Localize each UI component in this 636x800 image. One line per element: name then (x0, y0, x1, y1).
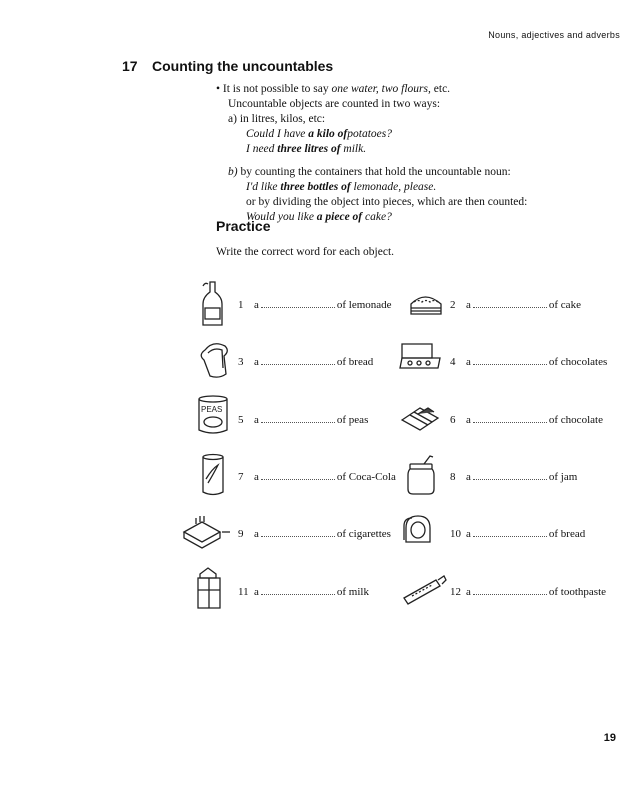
answer-blank-10[interactable] (473, 527, 547, 537)
exercise-item-3: 3 a of bread (238, 356, 374, 368)
unit-heading (122, 58, 333, 74)
answer-blank-11[interactable] (261, 585, 335, 595)
exercise-item-12: 12 a of toothpaste (450, 586, 607, 598)
exercise-item-1: 1 a of lemonade (238, 299, 392, 311)
exercise-item-9: 9 a of cigarettes (238, 528, 391, 540)
exercise-item-8: 8 a of jam (450, 471, 578, 483)
answer-blank-12[interactable] (473, 585, 547, 595)
answer-blank-1[interactable] (261, 298, 335, 308)
answer-blank-5[interactable] (261, 413, 335, 423)
rule-a: a) in litres, kilos, etc: (228, 113, 326, 125)
exercise-item-2: 2 a of cake (450, 299, 581, 311)
bread-slice-icon (198, 340, 232, 380)
jam-jar-icon (404, 454, 438, 496)
exercise-item-4: 4 a of chocolates (450, 356, 608, 368)
rule-a-example-2: I need three litres of milk. (246, 143, 367, 155)
page-number: 19 (603, 732, 616, 744)
exercise-item-6: 6 a of chocolate (450, 414, 603, 426)
answer-blank-4[interactable] (473, 355, 547, 365)
rule-b-line-2: or by dividing the object into pieces, which are then counted: (246, 196, 528, 208)
practice-instruction: Write the correct word for each object. (216, 246, 395, 258)
cola-can-icon (200, 453, 226, 497)
cigarette-packet-icon (180, 514, 232, 550)
rule-b-example-1: I'd like three bottles of lemonade, please. (246, 181, 437, 193)
answer-blank-7[interactable] (261, 470, 335, 480)
answer-blank-2[interactable] (473, 298, 547, 308)
running-header: Nouns, adjectives and adverbs (488, 30, 620, 40)
answer-blank-8[interactable] (473, 470, 547, 480)
bread-loaf-icon (398, 512, 438, 548)
unit-title: Counting the uncountables (152, 58, 334, 74)
cake-slice-icon (408, 292, 444, 322)
exercise-item-10: 10 a of bread (450, 528, 586, 540)
bottle-icon (200, 280, 226, 328)
explanation-block (216, 82, 576, 225)
exercise-item-11: 11 a of milk (238, 586, 369, 598)
rule-b-example-2: Would you like a piece of cake? (246, 211, 392, 223)
answer-blank-3[interactable] (261, 355, 335, 365)
answer-blank-6[interactable] (473, 413, 547, 423)
toothpaste-tube-icon (400, 568, 448, 606)
chocolate-bar-icon (400, 404, 440, 434)
unit-number: 17 (122, 58, 138, 74)
exercise-item-5: 5 a of peas (238, 414, 369, 426)
milk-carton-icon (194, 566, 224, 612)
peas-tin-icon (196, 394, 230, 436)
rule-a-example-1: Could I have a kilo ofpotatoes? (246, 128, 392, 140)
rule-b: b) by counting the containers that hold the uncountable noun: (228, 166, 511, 178)
chocolate-box-icon (398, 340, 442, 374)
intro-line: • It is not possible to say one water, two flours, etc. (216, 83, 451, 95)
exercise-item-7: 7 a of Coca-Cola (238, 471, 396, 483)
answer-blank-9[interactable] (261, 527, 335, 537)
peas-label: PEAS (201, 405, 223, 414)
practice-heading: Practice (216, 218, 271, 234)
intro-line-2: Uncountable objects are counted in two ways: (228, 98, 441, 110)
